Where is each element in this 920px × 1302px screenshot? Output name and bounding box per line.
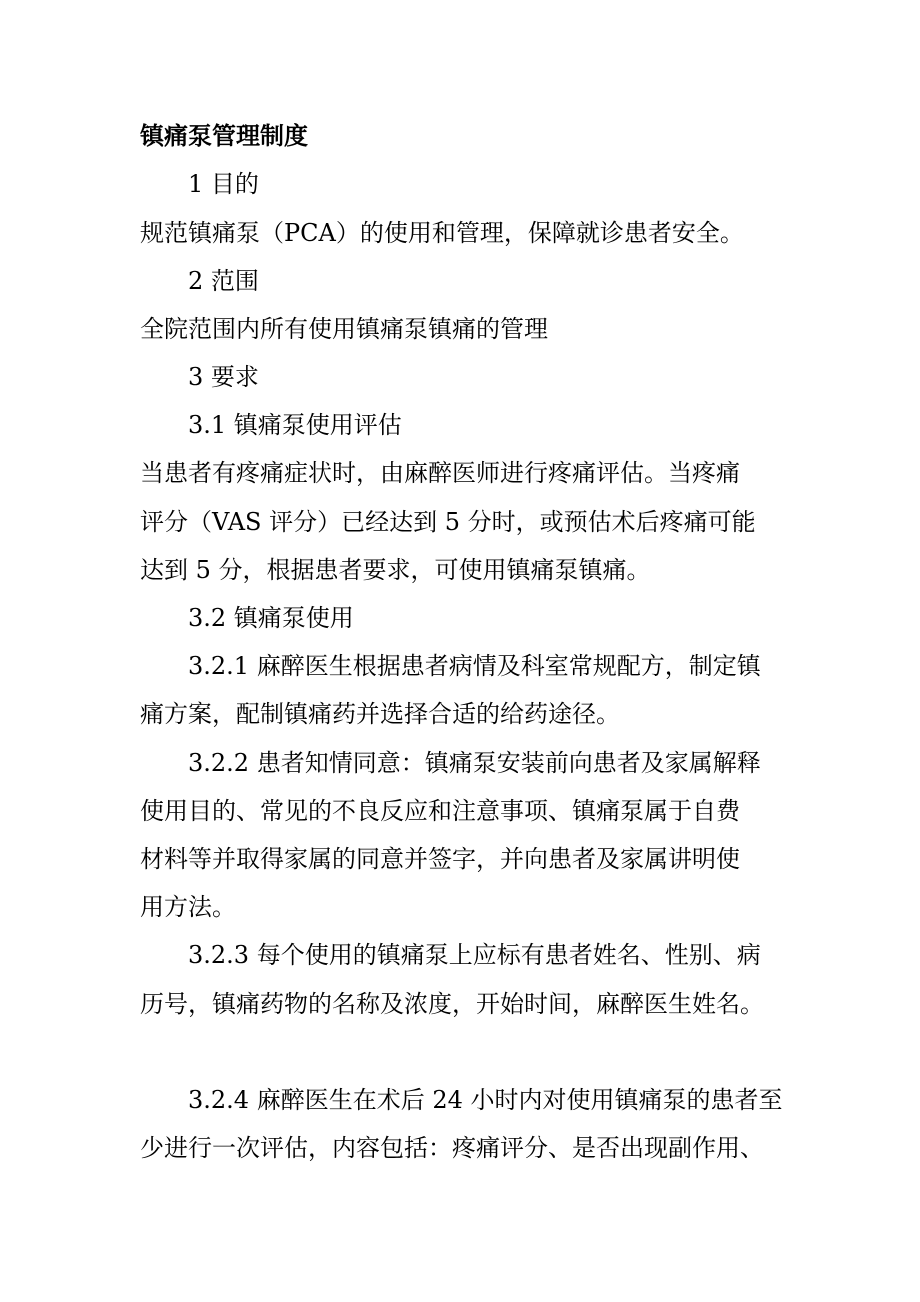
paragraph-line: 规范镇痛泵（PCA）的使用和管理，保障就诊患者安全。 [140, 219, 744, 247]
section-heading-scope: 2 范围 [188, 267, 259, 295]
document-title: 镇痛泵管理制度 [140, 121, 308, 150]
paragraph-line: 痛方案，配制镇痛药并选择合适的给药途径。 [140, 700, 620, 728]
paragraph-line: 用方法。 [140, 893, 236, 921]
paragraph-line: 当患者有疼痛症状时，由麻醉医师进行疼痛评估。当疼痛 [140, 459, 740, 487]
subsection-heading-3-1: 3.1 镇痛泵使用评估 [188, 411, 402, 439]
paragraph-line: 全院范围内所有使用镇痛泵镇痛的管理 [140, 315, 548, 343]
paragraph-line: 3.2.1 麻醉医生根据患者病情及科室常规配方，制定镇 [188, 652, 761, 680]
paragraph-line: 达到 5 分，根据患者要求，可使用镇痛泵镇痛。 [140, 556, 651, 584]
section-heading-purpose: 1 目的 [188, 170, 259, 198]
section-heading-requirements: 3 要求 [188, 363, 259, 391]
paragraph-line: 评分（VAS 评分）已经达到 5 分时，或预估术后疼痛可能 [140, 508, 756, 536]
subsection-heading-3-2: 3.2 镇痛泵使用 [188, 604, 354, 632]
paragraph-line: 历号，镇痛药物的名称及浓度，开始时间，麻醉医生姓名。 [140, 990, 764, 1018]
paragraph-line: 使用目的、常见的不良反应和注意事项、镇痛泵属于自费 [140, 797, 740, 825]
paragraph-line: 3.2.2 患者知情同意：镇痛泵安装前向患者及家属解释 [188, 749, 761, 777]
paragraph-line: 材料等并取得家属的同意并签字，并向患者及家属讲明使 [140, 845, 740, 873]
paragraph-line: 3.2.3 每个使用的镇痛泵上应标有患者姓名、性别、病 [188, 941, 761, 969]
paragraph-line: 少进行一次评估，内容包括：疼痛评分、是否出现副作用、 [140, 1134, 764, 1162]
paragraph-line: 3.2.4 麻醉医生在术后 24 小时内对使用镇痛泵的患者至 [188, 1086, 783, 1114]
